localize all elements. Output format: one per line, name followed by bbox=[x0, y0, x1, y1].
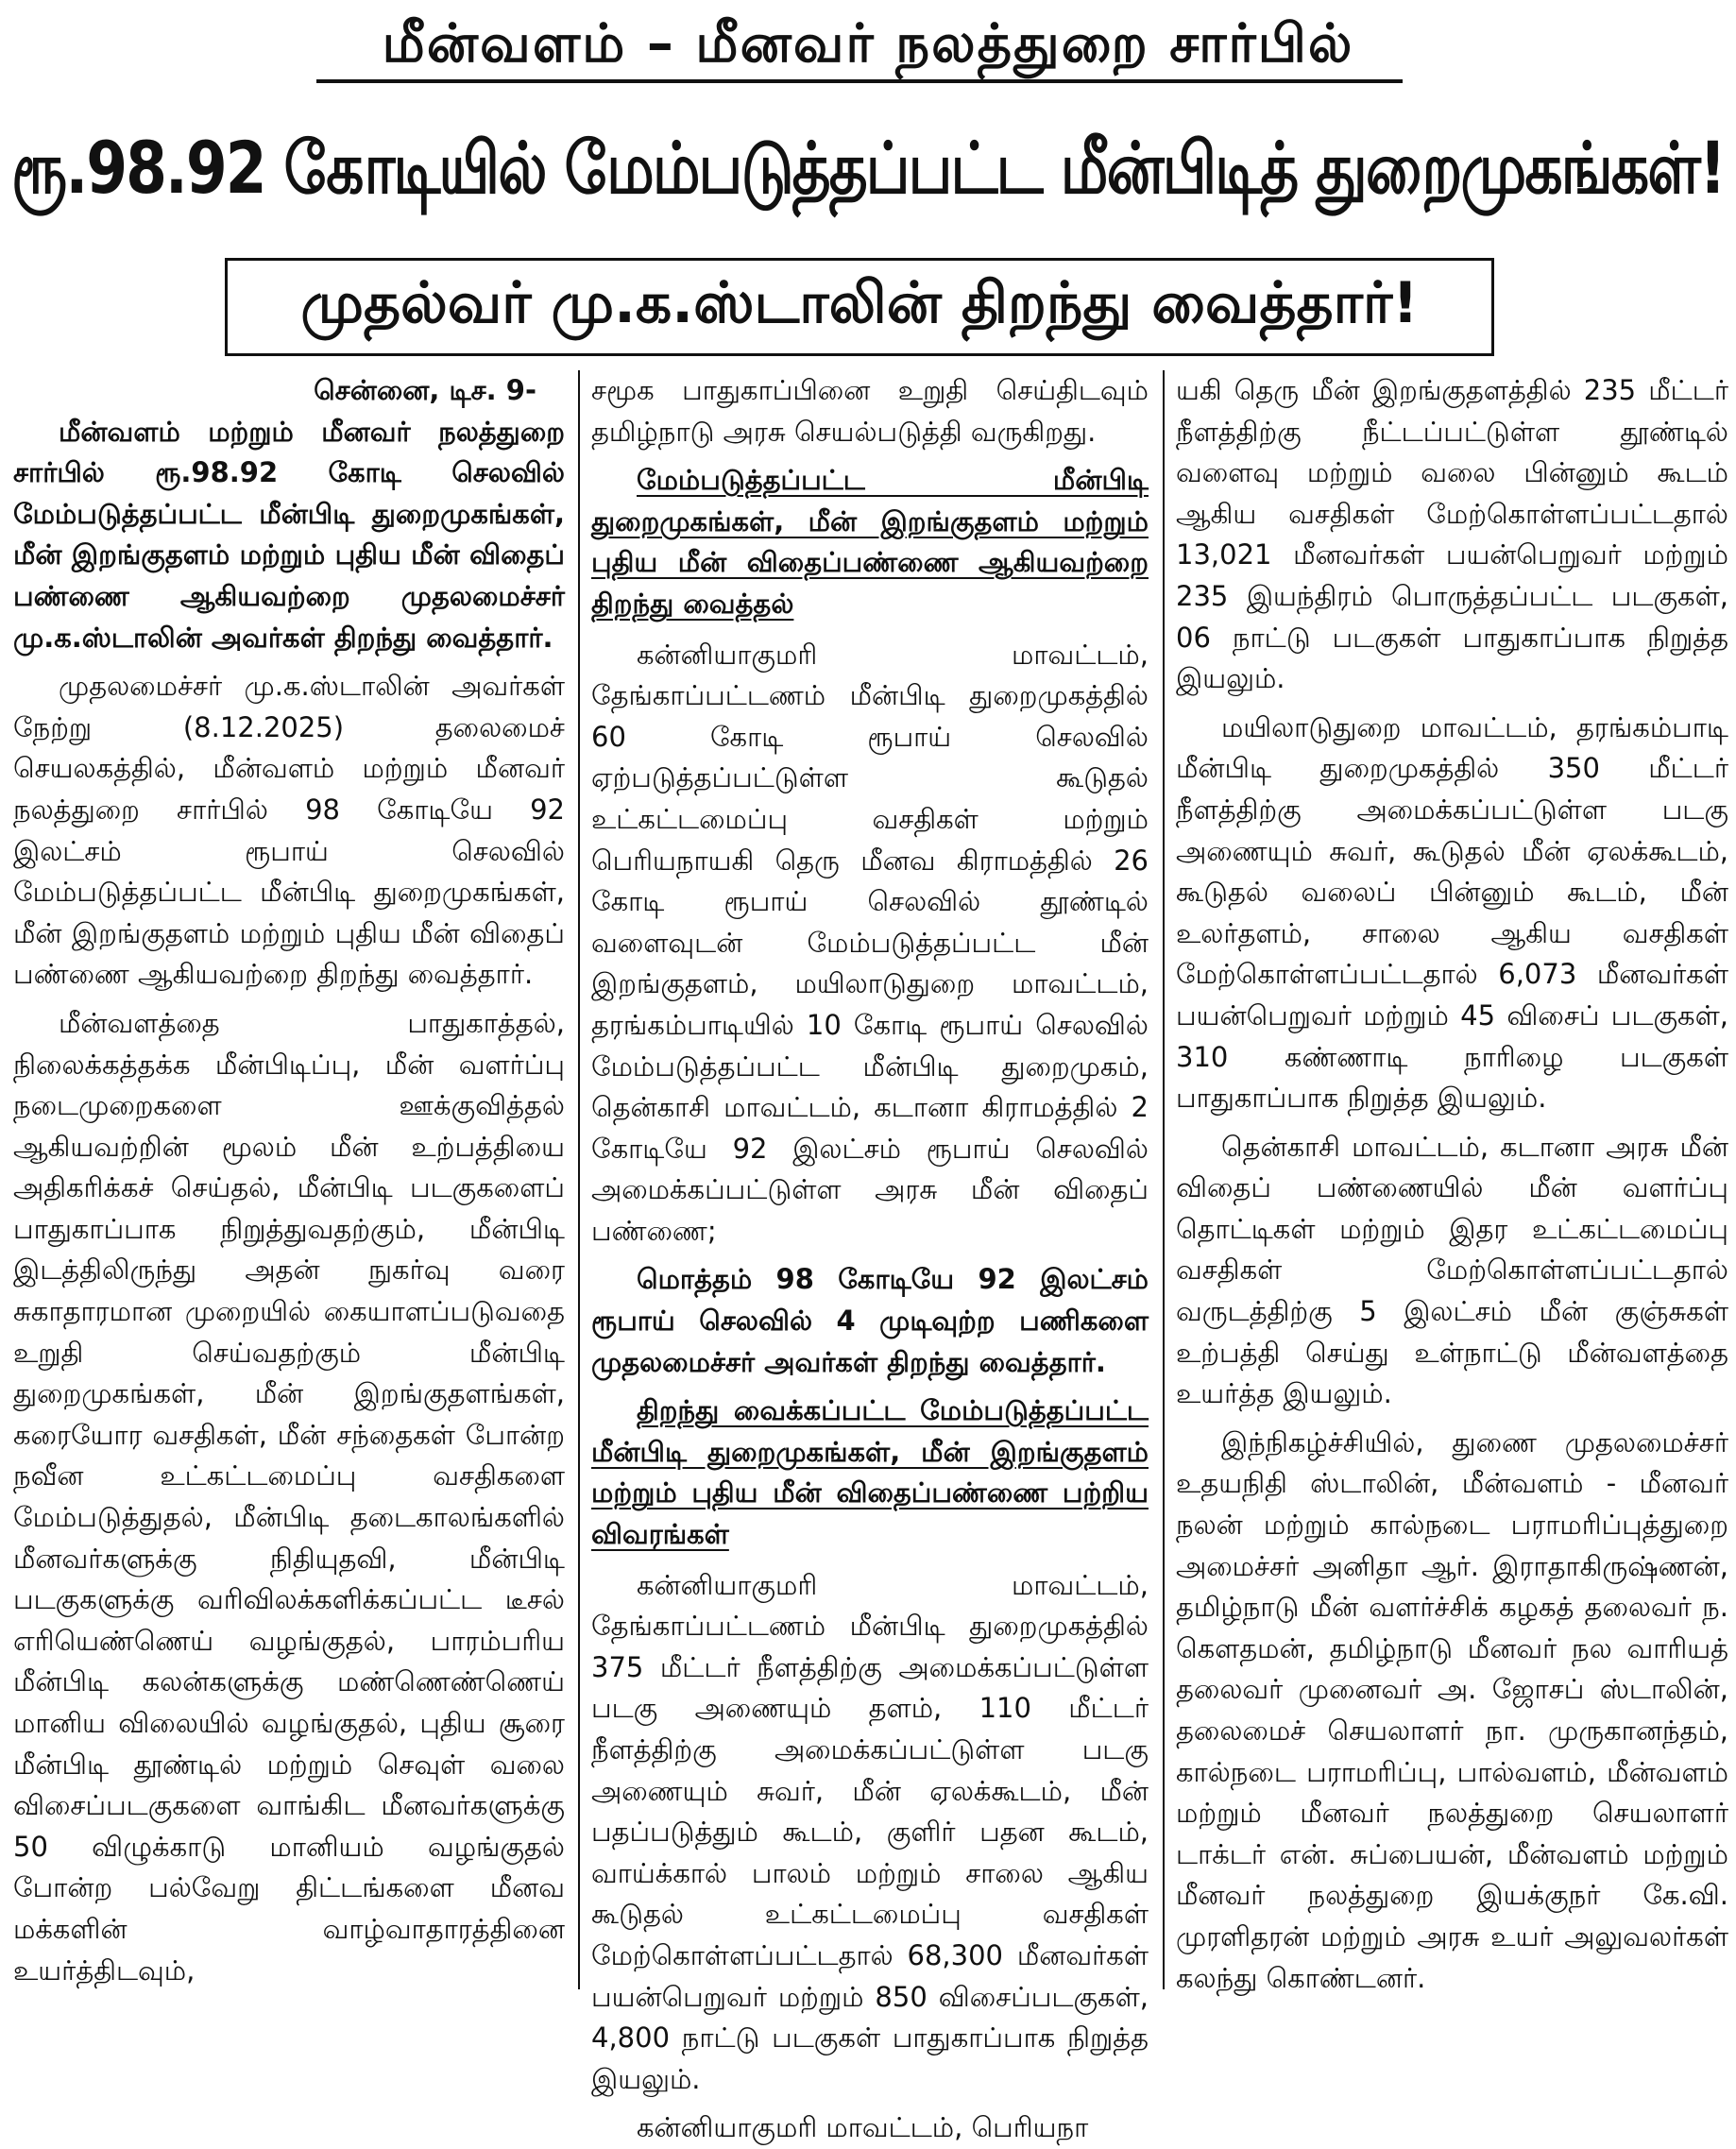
section-subhead: மேம்படுத்தப்பட்ட மீன்பிடி துறைமுகங்கள், மீன் இறங்குதளம் மற்றும் புதிய மீன் விதைப்பண்ணை ஆகியவற்றை திறந்து வைத்தல் bbox=[591, 464, 1149, 620]
headline: ரூ.98.92 கோடியில் மேம்படுத்தப்பட்ட மீன்பிடித் துறைமுகங்கள்! bbox=[11, 127, 1725, 211]
body-paragraph: சமூக பாதுகாப்பினை உறுதி செய்திடவும் தமிழ்நாடு அரசு செயல்படுத்தி வருகிறது. bbox=[591, 374, 1149, 448]
article-column-3 bbox=[1176, 370, 1728, 1994]
section-subhead: திறந்து வைக்கப்பட்ட மேம்படுத்தப்பட்ட மீன்பிடி துறைமுகங்கள், மீன் இறங்குதளம் மற்றும் புதிய மீன் விதைப்பண்ணை பற்றிய விவரங்கள் bbox=[591, 1394, 1149, 1551]
highlight-paragraph: மொத்தம் 98 கோடியே 92 இலட்சம் ரூபாய் செலவில் 4 முடிவுற்ற பணிகளை முதலமைச்சர் அவர்கள் திறந்து வைத்தார். bbox=[591, 1263, 1149, 1378]
subheadline-box bbox=[225, 258, 1494, 356]
body-paragraph: தென்காசி மாவட்டம், கடானா அரசு மீன் விதைப் பண்ணையில் மீன் வளர்ப்பு தொட்டிகள் மற்றும் இதர உட்கட்டமைப்பு வசதிகள் மேற்கொள்ளப்பட்டதால் வருடத்திற்கு 5 இலட்சம் மீன் குஞ்சுகள் உற்பத்தி செய்து உள்நாட்டு மீன்வளத்தை உயர்த்த இயலும். bbox=[1176, 1130, 1728, 1410]
column-divider-1 bbox=[578, 370, 580, 1989]
kicker-line: மீன்வளம் – மீனவர் நலத்துறை சார்பில் bbox=[382, 13, 1354, 75]
dateline: சென்னை, டிச. 9- bbox=[314, 374, 536, 406]
article-column-1 bbox=[13, 370, 565, 1989]
body-paragraph: கன்னியாகுமரி மாவட்டம், பெரியநா bbox=[637, 2111, 1089, 2144]
body-paragraph: மயிலாடுதுறை மாவட்டம், தரங்கம்பாடி மீன்பிடி துறைமுகத்தில் 350 மீட்டர் நீளத்திற்கு அமைக்கப்பட்டுள்ள படகு அணையும் சுவர், கூடுதல் மீன் ஏலக்கூடம், கூடுதல் வலைப் பின்னும் கூடம், மீன் உலர்தளம், சாலை ஆகிய வசதிகள் மேற்கொள்ளப்பட்டதால் 6,073 மீனவர்கள் பயன்பெறுவர் மற்றும் 45 விசைப் படகுகள், 310 கண்ணாடி நாரிழை படகுகள் பாதுகாப்பாக நிறுத்த இயலும். bbox=[1176, 710, 1728, 1115]
kicker-underline bbox=[316, 79, 1403, 83]
body-paragraph: யகி தெரு மீன் இறங்குதளத்தில் 235 மீட்டர் நீளத்திற்கு நீட்டப்பட்டுள்ள தூண்டில் வளைவு மற்றும் வலை பின்னும் கூடம் ஆகிய வசதிகள் மேற்கொள்ளப்பட்டதால் 13,021 மீனவர்கள் பயன்பெறுவர் மற்றும் 235 இயந்திரம் பொருத்தப்பட்ட படகுகள், 06 நாட்டு படகுகள் பாதுகாப்பாக நிறுத்த இயலும். bbox=[1176, 374, 1728, 695]
body-paragraph: முதலமைச்சர் மு.க.ஸ்டாலின் அவர்கள் நேற்று (8.12.2025) தலைமைச் செயலகத்தில், மீன்வளம் மற்றும் மீனவர் நலத்துறை சார்பில் 98 கோடியே 92 இலட்சம் ரூபாய் செலவில் மேம்படுத்தப்பட்ட மீன்பிடி துறைமுகங்கள், மீன் இறங்குதளம் மற்றும் புதிய மீன் விதைப் பண்ணை ஆகியவற்றை திறந்து வைத்தார். bbox=[13, 670, 565, 991]
body-paragraph: கன்னியாகுமரி மாவட்டம், தேங்காப்பட்டணம் மீன்பிடி துறைமுகத்தில் 60 கோடி ரூபாய் செலவில் ஏற்படுத்தப்பட்டுள்ள கூடுதல் உட்கட்டமைப்பு வசதிகள் மற்றும் பெரியநாயகி தெரு மீனவ கிராமத்தில் 26 கோடி ரூபாய் செலவில் தூண்டில் வளைவுடன் மேம்படுத்தப்பட்ட மீன் இறங்குதளம், மயிலாடுதுறை மாவட்டம், தரங்கம்பாடியில் 10 கோடி ரூபாய் செலவில் மேம்படுத்தப்பட்ட மீன்பிடி துறைமுகம், தென்காசி மாவட்டம், கடானா கிராமத்தில் 2 கோடியே 92 இலட்சம் ரூபாய் செலவில் அமைக்கப்பட்டுள்ள அரசு மீன் விதைப் பண்ணை; bbox=[591, 638, 1149, 1247]
lead-paragraph: மீன்வளம் மற்றும் மீனவர் நலத்துறை சார்பில் ரூ.98.92 கோடி செலவில் மேம்படுத்தப்பட்ட மீன்பிடி துறைமுகங்கள், மீன் இறங்குதளம் மற்றும் புதிய மீன் விதைப் பண்ணை ஆகியவற்றை முதலமைச்சர் மு.க.ஸ்டாலின் அவர்கள் திறந்து வைத்தார். bbox=[13, 415, 565, 654]
body-paragraph: மீன்வளத்தை பாதுகாத்தல், நிலைக்கத்தக்க மீன்பிடிப்பு, மீன் வளர்ப்பு நடைமுறைகளை ஊக்குவித்தல் ஆகியவற்றின் மூலம் மீன் உற்பத்தியை அதிகரிக்கச் செய்தல், மீன்பிடி படகுகளைப் பாதுகாப்பாக நிறுத்துவதற்கும், மீன்பிடி இடத்திலிருந்து அதன் நுகர்வு வரை சுகாதாரமான முறையில் கையாளப்படுவதை உறுதி செய்வதற்கும் மீன்பிடி துறைமுகங்கள், மீன் இறங்குதளங்கள், கரையோர வசதிகள், மீன் சந்தைகள் போன்ற நவீன உட்கட்டமைப்பு வசதிகளை மேம்படுத்துதல், மீன்பிடி தடைகாலங்களில் மீனவர்களுக்கு நிதியுதவி, மீன்பிடி படகுகளுக்கு வரிவிலக்களிக்கப்பட்ட டீசல் எரியெண்ணெய் வழங்குதல், பாரம்பரிய மீன்பிடி கலன்களுக்கு மண்ணெண்ணெய் மானிய விலையில் வழங்குதல், புதிய சூரை மீன்பிடி தூண்டில் மற்றும் செவுள் வலை விசைப்படகுகளை வாங்கிட மீனவர்களுக்கு 50 விழுக்காடு மானியம் வழங்குதல் போன்ற பல்வேறு திட்டங்களை மீனவ மக்களின் வாழ்வாதாரத்தினை உயர்த்திடவும், bbox=[13, 1006, 565, 1987]
body-paragraph: கன்னியாகுமரி மாவட்டம், தேங்காப்பட்டணம் மீன்பிடி துறைமுகத்தில் 375 மீட்டர் நீளத்திற்கு அமைக்கப்பட்டுள்ள படகு அணையும் தளம், 110 மீட்டர் நீளத்திற்கு அமைக்கப்பட்டுள்ள படகு அணையும் சுவர், மீன் ஏலக்கூடம், மீன் பதப்படுத்தும் கூடம், குளிர் பதன கூடம், வாய்க்கால் பாலம் மற்றும் சாலை ஆகிய கூடுதல் உட்கட்டமைப்பு வசதிகள் மேற்கொள்ளப்பட்டதால் 68,300 மீனவர்கள் பயன்பெறுவர் மற்றும் 850 விசைப்படகுகள், 4,800 நாட்டு படகுகள் பாதுகாப்பாக நிறுத்த இயலும். bbox=[591, 1568, 1149, 2095]
body-paragraph: இந்நிகழ்ச்சியில், துணை முதலமைச்சர் உதயநிதி ஸ்டாலின், மீன்வளம் - மீனவர் நலன் மற்றும் கால்நடை பராமரிப்புத்துறை அமைச்சர் அனிதா ஆர். இராதாகிருஷ்ணன், தமிழ்நாடு மீன் வளர்ச்சிக் கழகத் தலைவர் ந. கௌதமன், தமிழ்நாடு மீனவர் நல வாரியத் தலைவர் முனைவர் அ. ஜோசப் ஸ்டாலின், தலைமைச் செயலாளர் நா. முருகானந்தம், கால்நடை பராமரிப்பு, பால்வளம், மீன்வளம் மற்றும் மீனவர் நலத்துறை செயலாளர் டாக்டர் என். சுப்பையன், மீன்வளம் மற்றும் மீனவர் நலத்துறை இயக்குநர் கே.வி. முரளிதரன் மற்றும் அரசு உயர் அலுவலர்கள் கலந்து கொண்டனர். bbox=[1176, 1425, 1728, 1994]
subheadline: முதல்வர் மு.க.ஸ்டாலின் திறந்து வைத்தார்! bbox=[300, 270, 1419, 336]
article-column-2 bbox=[591, 370, 1149, 2144]
column-divider-2 bbox=[1163, 370, 1165, 1989]
